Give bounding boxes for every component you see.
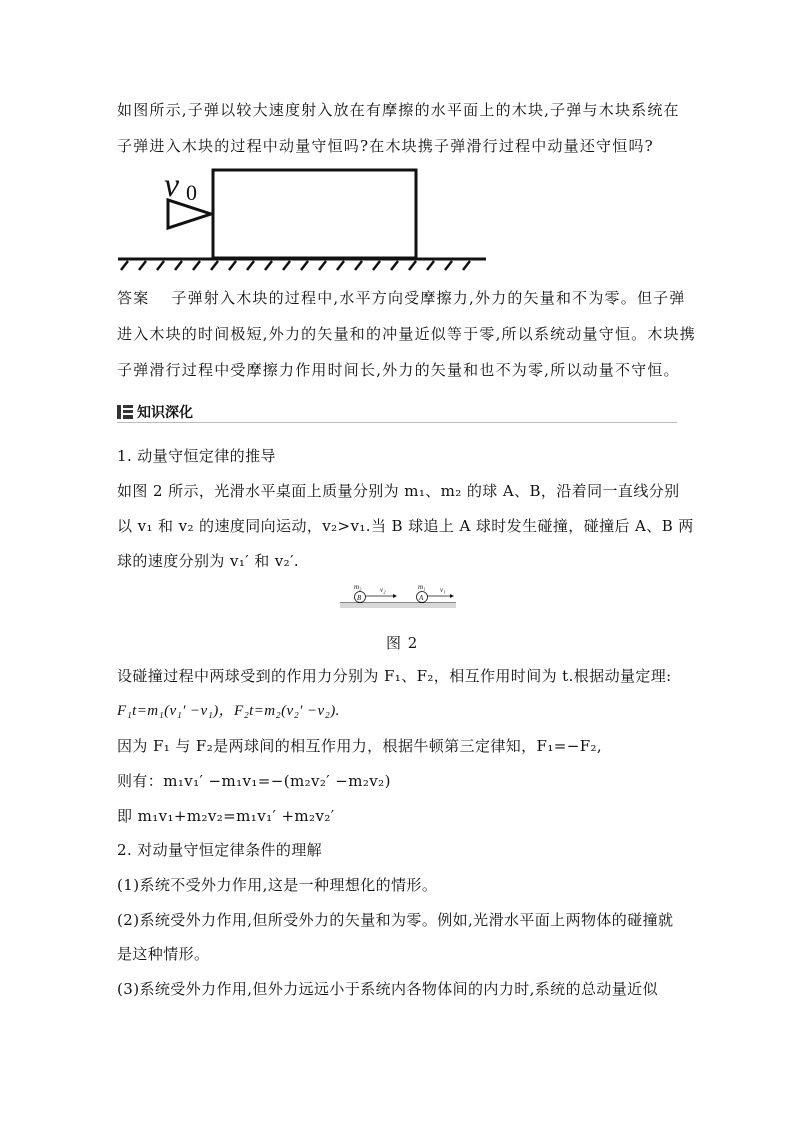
item1-heading: 1. 动量守恒定律的推导 [117, 447, 276, 465]
derivation-para-2: 因为 F₁ 与 F₂是两球间的相互作用力，根据牛顿第三定律知，F₁=−F₂, [117, 737, 603, 755]
answer-text-1: 子弹射入木块的过程中,水平方向受摩擦力,外力的矢量和不为零。但子弹 [171, 289, 686, 307]
derivation-equation-3: 即 m₁v₁+m₂v₂=m₁v₁′ +m₂v₂′ [117, 807, 335, 825]
ball-a-label: A [419, 594, 424, 602]
table-hatching [340, 603, 456, 608]
derivation-equation-2: 则有：m₁v₁′ −m₁v₁=−(m₂v₂′ −m₂v₂) [117, 772, 391, 790]
question-line-1: 如图所示,子弹以较大速度射入放在有摩擦的水平面上的木块,子弹与木块系统在 [117, 101, 680, 119]
two-ball-figure [338, 580, 458, 610]
figure2-caption: 图 2 [386, 634, 419, 652]
question-line-2: 子弹进入木块的过程中动量守恒吗?在木块携子弹滑行过程中动量还守恒吗? [117, 137, 654, 155]
condition-3: (3)系统受外力作用,但外力远远小于系统内各物体间的内力时,系统的总动量近似 [117, 980, 658, 998]
ground-hatching [121, 261, 470, 270]
answer-line-2: 进入木块的时间极短,外力的矢量和的冲量近似等于零,所以系统动量守恒。木块携 [117, 325, 696, 343]
item2-heading: 2. 对动量守恒定律条件的理解 [117, 841, 323, 859]
velocity-subscript: 0 [186, 180, 197, 205]
item1-para-1: 如图 2 所示，光滑水平桌面上质量分别为 m₁、m₂ 的球 A、B，沿着同一直线分别 [117, 482, 680, 500]
section-title: 知识深化 [137, 405, 193, 421]
condition-2-line-2: 是这种情形。 [117, 945, 210, 963]
derivation-para-1: 设碰撞过程中两球受到的作用力分别为 F₁、F₂，相互作用时间为 t.根据动量定理: [117, 667, 672, 685]
section-bars-icon [117, 405, 133, 419]
label-v2: v₂ [380, 586, 386, 594]
answer-label: 答案 [117, 289, 150, 307]
label-m1: m₁ [418, 583, 426, 591]
item1-para-2: 以 v₁ 和 v₂ 的速度同向运动，v₂>v₁.当 B 球追上 A 球时发生碰撞，碰撞后 A、B 两 [117, 517, 694, 535]
velocity-label: v [164, 167, 180, 204]
ball-b-label: B [357, 594, 362, 602]
condition-2-line-1: (2)系统受外力作用,但所受外力的矢量和为零。例如,光滑水平面上两物体的碰撞就 [117, 911, 674, 929]
label-v1: v₁ [440, 586, 446, 594]
condition-1: (1)系统不受外力作用,这是一种理想化的情形。 [117, 876, 438, 894]
section-heading [117, 402, 193, 422]
answer-line-1 [117, 288, 686, 308]
label-m2: m₂ [354, 583, 362, 591]
momentum-theorem-equation: F₁t=m₁(v₁′ −v₁)，F₂t=m₂(v₂′ −v₂). [117, 703, 340, 719]
section-divider [117, 422, 677, 423]
item1-para-3: 球的速度分别为 v₁′ 和 v₂′. [117, 552, 300, 570]
bullet-block-figure [112, 160, 492, 272]
answer-line-3: 子弹滑行过程中受摩擦力作用时间长,外力的矢量和也不为零,所以动量不守恒。 [117, 361, 680, 379]
wood-block [213, 170, 416, 258]
